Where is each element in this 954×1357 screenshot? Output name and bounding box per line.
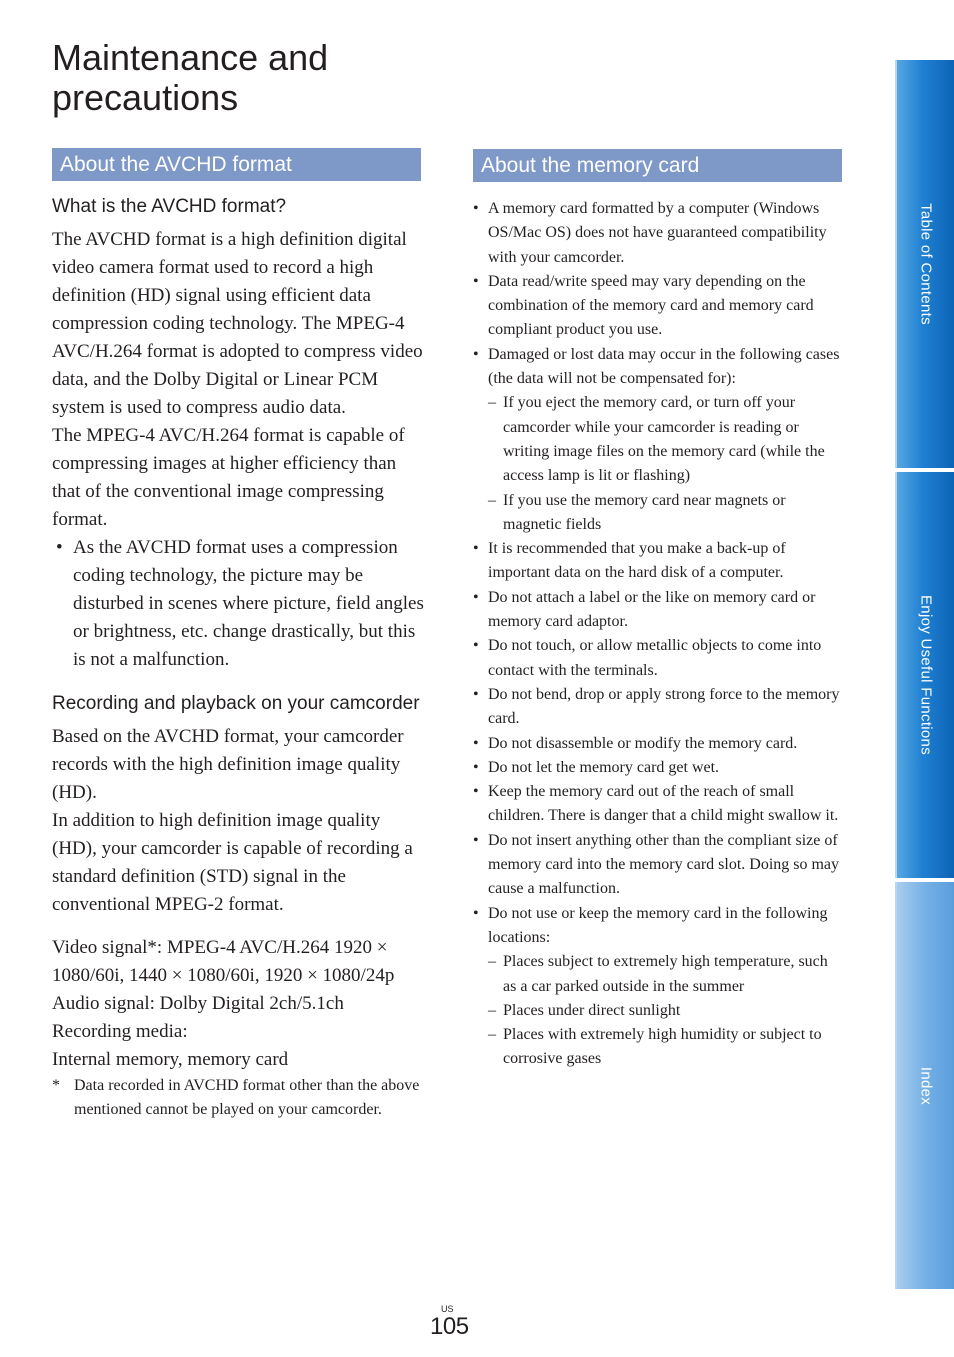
avchd-paragraph: The AVCHD format is a high definition digital video camera format used to record a high definition (HD) signal using efficient data compression coding technology. The MPEG-4 AVC/H.264 format is adopted to compress video data, and the Dolby Digital or Linear PCM system is used to compress audio data. [52,229,423,418]
bullet-mark: • [473,904,479,922]
avchd-note-bullet [52,534,424,674]
dash-mark: – [488,491,496,509]
spec-line-media-label: Recording media: [52,1021,188,1042]
bullet-text: A memory card formatted by a computer (Windows OS/Mac OS) does not have guaranteed compatibility with your camcorder. [488,200,827,266]
bullet-mark: • [473,272,479,290]
page-number [430,1304,470,1340]
dash-mark: – [488,394,496,412]
bullet-text: Do not disassemble or modify the memory card. [488,734,798,752]
bullet-text: As the AVCHD format uses a compression coding technology, the picture may be disturbed in scenes where picture, field angles or brightness, etc. change drastically, but this is not a malfunction. [73,537,424,670]
bullet-mark: • [473,345,479,363]
subitem-text: Places under direct sunlight [503,1001,681,1019]
recording-paragraph: Based on the AVCHD format, your camcorder records with the high definition image quality (HD). [52,726,404,803]
bullet-text: Data read/write speed may vary depending on the combination of the memory card and memory card compliant product you use. [488,272,814,339]
bullet-mark: • [473,734,479,752]
bullet-text: Do not bend, drop or apply strong force to the memory card. [488,685,840,728]
memory-card-bullet [472,780,844,829]
bullet-mark: • [473,831,479,849]
spec-line-audio: Audio signal: Dolby Digital 2ch/5.1ch [52,993,344,1014]
subitem-text: Places subject to extremely high temperature, such as a car parked outside in the summer [503,953,828,995]
memory-card-bullet [472,343,844,392]
bullet-mark: • [473,758,479,776]
memory-card-bullet [472,634,844,683]
memory-card-bullet [472,829,844,902]
tab-enjoy-useful-functions[interactable] [895,472,954,878]
memory-card-bullet [472,683,844,732]
bullet-mark: • [473,588,479,606]
bullet-text: Do not insert anything other than the compliant size of memory card into the memory card slot. Doing so may cause a malfunction. [488,831,840,898]
bullet-mark: • [56,537,63,558]
tab-label: Enjoy Useful Functions [917,594,934,756]
footnote [52,1074,424,1122]
bullet-mark: • [473,200,479,217]
tab-table-of-contents[interactable] [895,60,954,468]
tab-label: Index [917,1066,934,1105]
footnote-asterisk: * [52,1077,60,1094]
section-header-avchd: About the AVCHD format [52,148,421,181]
memory-card-subitem [472,999,844,1023]
bullet-mark: • [473,637,479,655]
bullet-text: Keep the memory card out of the reach of small children. There is danger that a child might swallow it. [488,783,839,825]
dash-mark: – [488,953,496,971]
subitem-text: Places with extremely high humidity or subject to corrosive gases [503,1026,822,1068]
tab-label: Table of Contents [917,203,934,325]
memory-card-bullet [472,586,844,635]
bullet-text: Do not attach a label or the like on memory card or memory card adaptor. [488,588,816,631]
bullet-text: It is recommended that you make a back-up of important data on the hard disk of a computer. [488,540,786,582]
memory-card-subitem [472,391,844,488]
page-title: Maintenance and precautions [52,37,329,118]
bullet-mark: • [473,685,479,703]
bullet-text: Do not let the memory card get wet. [488,758,720,776]
memory-card-bullet [472,270,844,343]
dash-mark: – [488,1001,496,1019]
memory-card-bullet [472,197,844,270]
spec-line-media: Internal memory, memory card [52,1049,289,1070]
memory-card-subitem [472,950,844,999]
bullet-text: Do not touch, or allow metallic objects to come into contact with the terminals. [488,637,822,679]
subitem-text: If you use the memory card near magnets or magnetic fields [503,491,786,533]
memory-card-subitem [472,1023,844,1072]
avchd-paragraph: The MPEG-4 AVC/H.264 format is capable of compressing images at higher efficiency than that of the conventional image compressing format. [52,425,405,530]
bullet-text: Do not use or keep the memory card in the following locations: [488,904,828,946]
left-column [52,194,424,1122]
recording-playback-heading: Recording and playback on your camcorder [52,693,420,714]
memory-card-bullet [472,537,844,586]
memory-card-bullet [472,902,844,951]
right-column [472,197,844,1072]
what-is-avchd-heading: What is the AVCHD format? [52,196,287,217]
memory-card-subitem [472,489,844,538]
spec-line-video: Video signal*: MPEG-4 AVC/H.264 1920 × 1080/60i, 1440 × 1080/60i, 1920 × 1080/24p [52,937,395,986]
subitem-text: If you eject the memory card, or turn off your camcorder while your camcorder is reading or writing image files on the memory card (while the access lamp is lit or flashing) [503,394,825,485]
bullet-mark: • [473,540,479,558]
dash-mark: – [488,1026,496,1044]
page-number-value: 105 [430,1313,469,1340]
tab-index[interactable] [895,882,954,1289]
footnote-text: Data recorded in AVCHD format other than the above mentioned cannot be played on your camcorder. [74,1077,420,1118]
memory-card-bullet [472,756,844,780]
section-header-memory-card: About the memory card [473,149,842,182]
recording-paragraph: In addition to high definition image quality (HD), your camcorder is capable of recording a standard definition (STD) signal in the conventional MPEG-2 format. [52,810,413,915]
bullet-text: Damaged or lost data may occur in the following cases (the data will not be compensated for): [488,345,840,388]
region-code: US [441,1304,454,1314]
bullet-mark: • [473,783,479,801]
memory-card-bullet [472,732,844,756]
